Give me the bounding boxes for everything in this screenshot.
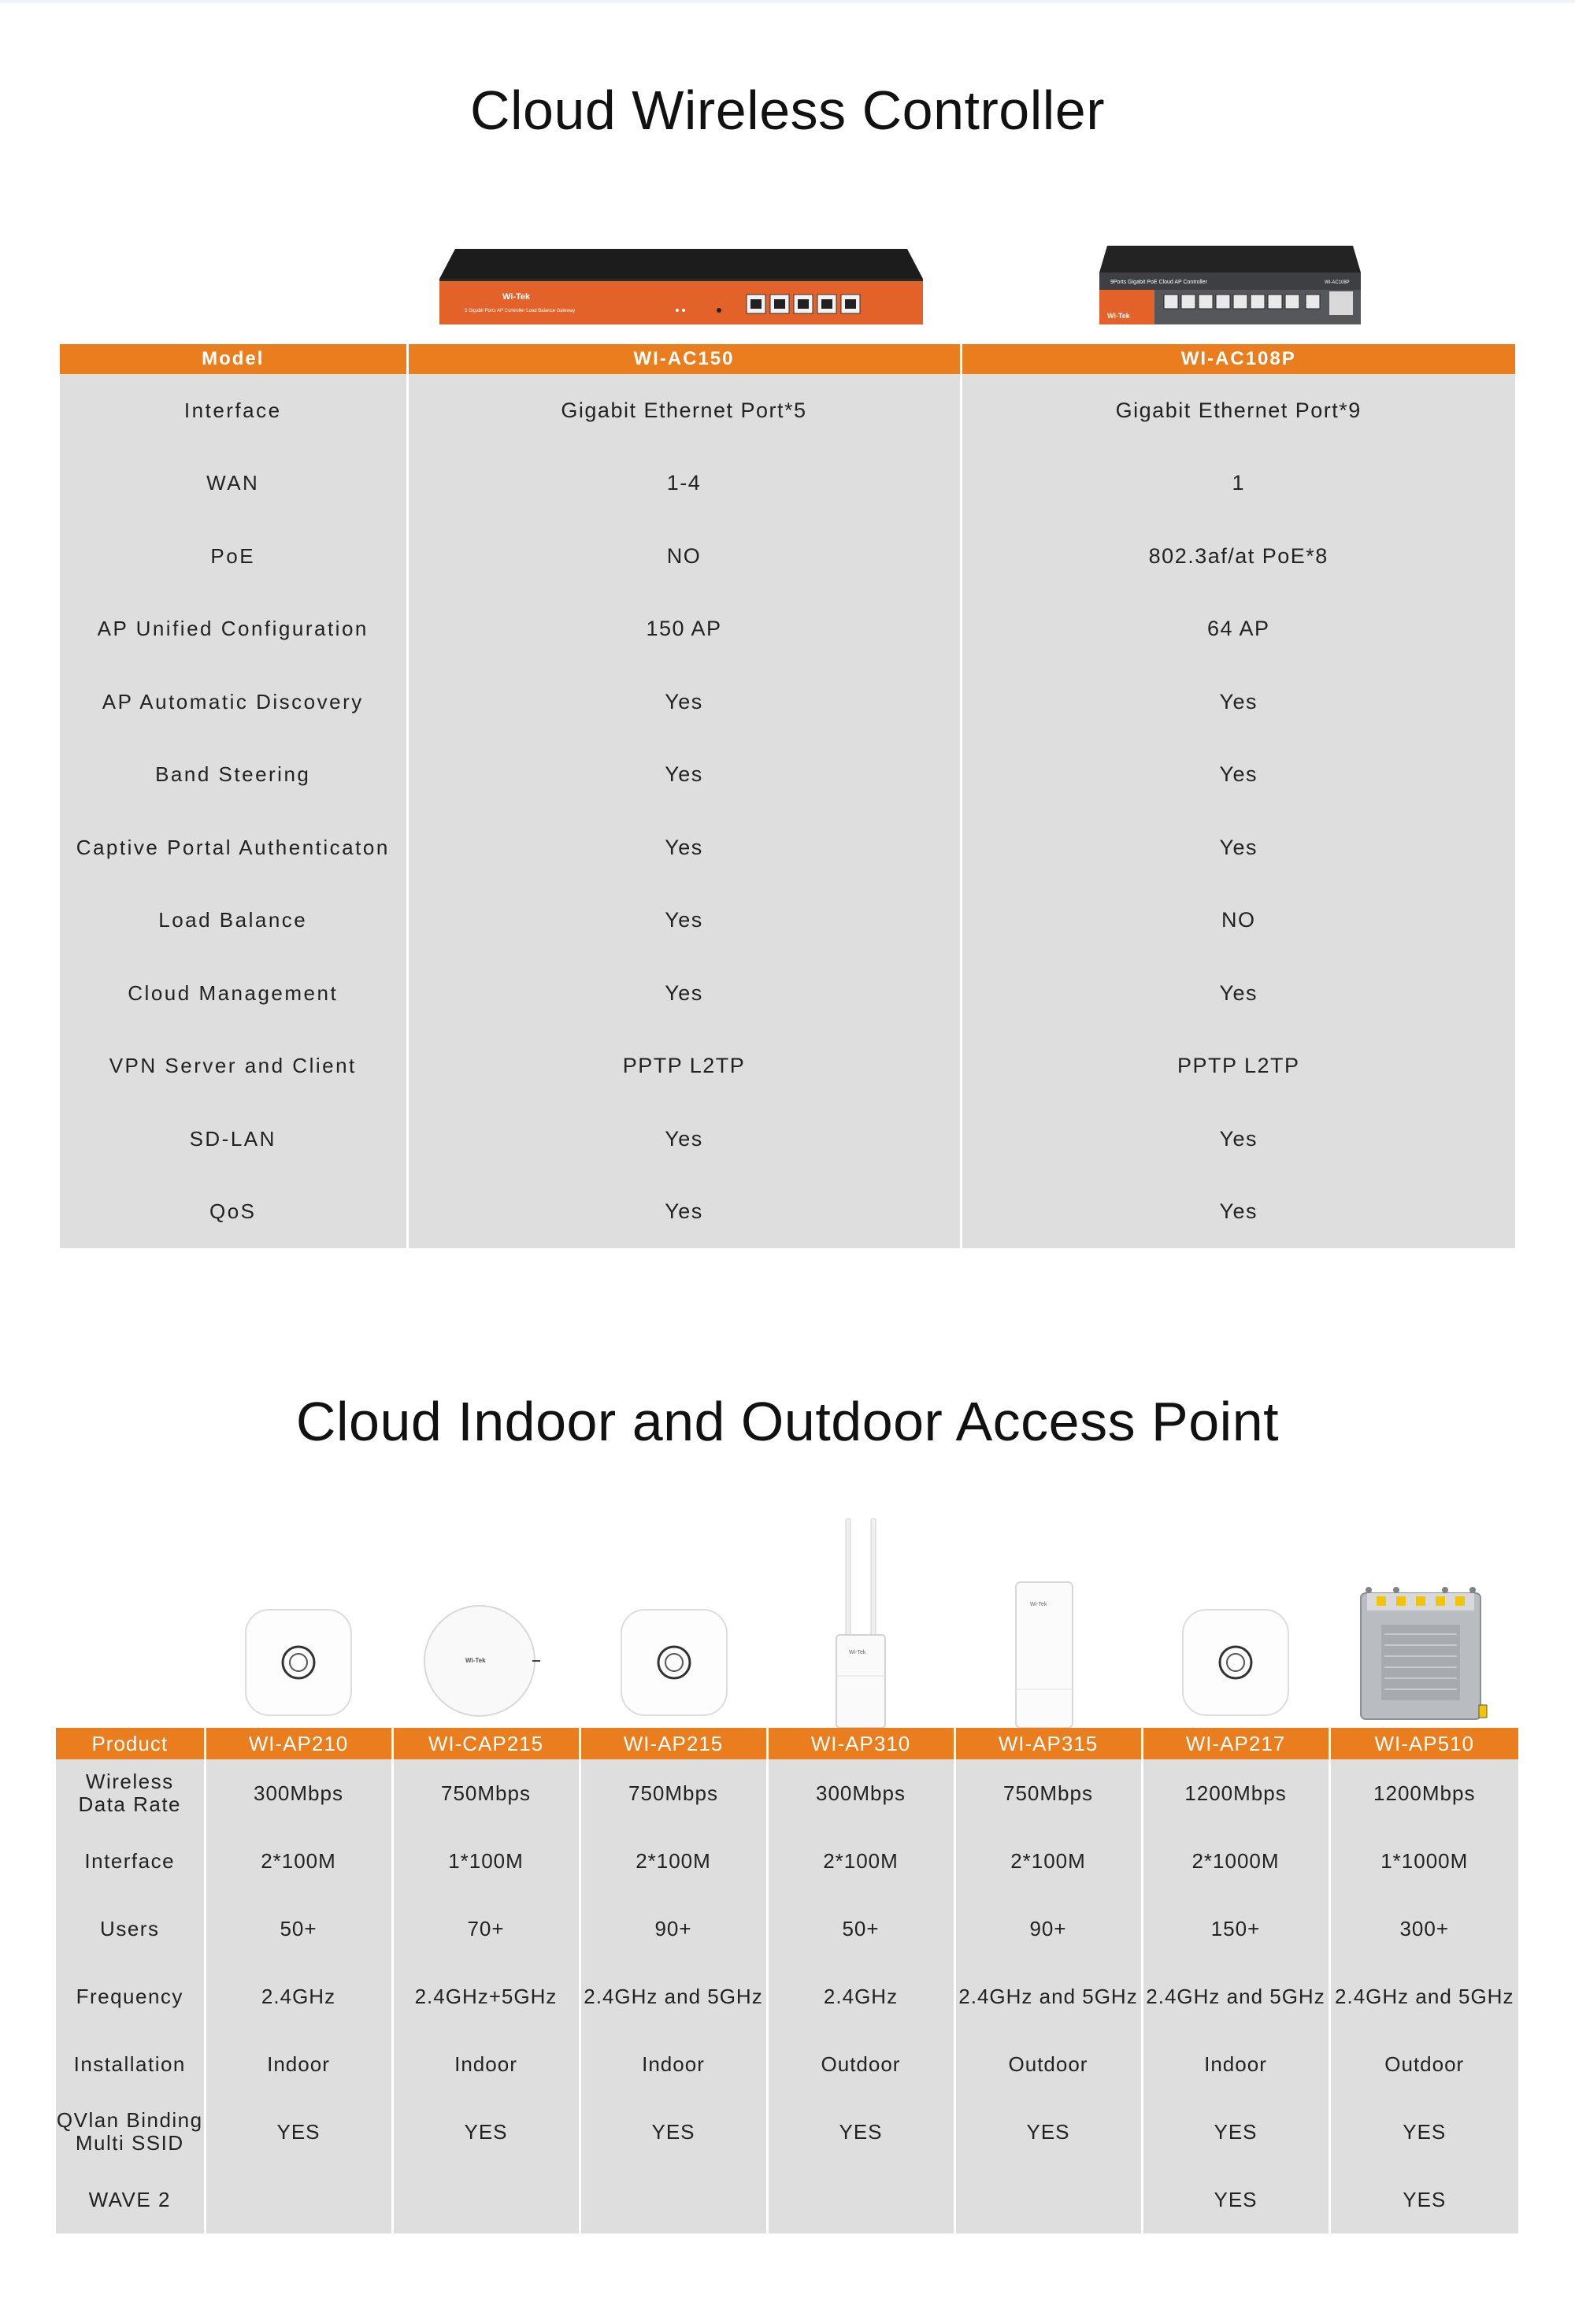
controller-header-row xyxy=(60,344,1515,374)
table-row xyxy=(60,1176,1515,1249)
table-row xyxy=(60,374,1515,447)
table-cell: YES xyxy=(1142,2166,1329,2233)
ac150-device-caption: 5 Gigabit Ports AP Controller Load Balance Gateway xyxy=(465,309,576,313)
table-cell: 802.3af/at PoE*8 xyxy=(961,520,1515,593)
table-cell: 1-4 xyxy=(407,447,961,521)
table-cell: 750Mbps xyxy=(954,1759,1142,1827)
row-label: AP Automatic Discovery xyxy=(60,665,407,739)
table-cell: 300Mbps xyxy=(205,1759,392,1827)
ap-spec-table xyxy=(56,1728,1518,2233)
table-cell: Indoor xyxy=(1142,2030,1329,2098)
row-label: VPN Server and Client xyxy=(60,1030,407,1103)
table-cell: YES xyxy=(580,2098,767,2166)
wi-ac150-device-image xyxy=(439,249,923,324)
row-label: PoE xyxy=(60,520,407,593)
table-cell: 1*1000M xyxy=(1329,1827,1518,1895)
table-row xyxy=(56,1827,1518,1895)
row-label: Band Steering xyxy=(60,739,407,812)
table-cell: NO xyxy=(407,520,961,593)
controller-spec-table xyxy=(60,344,1515,1248)
table-cell: Yes xyxy=(407,957,961,1030)
table-cell: 150 AP xyxy=(407,593,961,666)
table-cell: Yes xyxy=(961,957,1515,1030)
table-cell: Yes xyxy=(407,1103,961,1176)
controller-section-title: Cloud Wireless Controller xyxy=(469,80,1106,141)
ap310-brand-logo: Wi-Tek xyxy=(849,1650,866,1655)
wi-ap210-device-image xyxy=(243,1607,354,1718)
table-row xyxy=(60,665,1515,739)
table-cell xyxy=(954,2166,1142,2233)
table-row xyxy=(56,2166,1518,2233)
table-cell: 2.4GHz+5GHz xyxy=(392,1963,580,2030)
table-cell: YES xyxy=(1329,2098,1518,2166)
table-cell: 150+ xyxy=(1142,1895,1329,1963)
row-label: Load Balance xyxy=(60,884,407,958)
table-cell: 64 AP xyxy=(961,593,1515,666)
row-label: AP Unified Configuration xyxy=(60,593,407,666)
table-cell xyxy=(392,2166,580,2233)
table-row xyxy=(60,520,1515,593)
row-label: Wireless Data Rate xyxy=(56,1759,205,1827)
top-accent-line xyxy=(0,0,1575,3)
table-row xyxy=(56,1759,1518,1827)
table-cell: Outdoor xyxy=(1329,2030,1518,2098)
table-cell: 2.4GHz and 5GHz xyxy=(580,1963,767,2030)
ap-section-title: Cloud Indoor and Outdoor Access Point xyxy=(295,1391,1280,1452)
ap315-brand-logo: Wi-Tek xyxy=(1030,1602,1047,1607)
table-cell: Outdoor xyxy=(767,2030,954,2098)
table-cell: Yes xyxy=(961,665,1515,739)
header-wi-cap215: WI-CAP215 xyxy=(392,1728,580,1759)
table-row xyxy=(56,2030,1518,2098)
table-cell: 2*100M xyxy=(767,1827,954,1895)
table-row xyxy=(60,1103,1515,1176)
table-row xyxy=(60,884,1515,958)
table-cell: YES xyxy=(205,2098,392,2166)
table-cell: 2.4GHz xyxy=(205,1963,392,2030)
table-cell: Yes xyxy=(407,1176,961,1249)
table-cell: YES xyxy=(392,2098,580,2166)
table-cell: 90+ xyxy=(580,1895,767,1963)
ac150-brand-logo: Wi-Tek xyxy=(502,292,531,302)
table-cell: Indoor xyxy=(392,2030,580,2098)
table-row xyxy=(60,811,1515,884)
header-model: Model xyxy=(60,344,407,374)
table-cell: PPTP L2TP xyxy=(407,1030,961,1103)
ac108p-device-caption: 9Ports Gigabit PoE Cloud AP Controller xyxy=(1110,280,1207,285)
table-cell: YES xyxy=(1329,2166,1518,2233)
table-cell: Indoor xyxy=(580,2030,767,2098)
table-cell: 750Mbps xyxy=(392,1759,580,1827)
table-row xyxy=(60,447,1515,521)
table-row xyxy=(60,739,1515,812)
table-cell: YES xyxy=(954,2098,1142,2166)
header-wi-ap210: WI-AP210 xyxy=(205,1728,392,1759)
table-cell xyxy=(205,2166,392,2233)
header-wi-ap215: WI-AP215 xyxy=(580,1728,767,1759)
table-cell: PPTP L2TP xyxy=(961,1030,1515,1103)
table-cell: 1200Mbps xyxy=(1329,1759,1518,1827)
table-cell: 1200Mbps xyxy=(1142,1759,1329,1827)
table-cell: Gigabit Ethernet Port*5 xyxy=(407,374,961,447)
table-cell xyxy=(767,2166,954,2233)
row-label: Interface xyxy=(56,1827,205,1895)
wi-ac108p-device-image xyxy=(1099,246,1361,324)
table-cell: 2.4GHz and 5GHz xyxy=(954,1963,1142,2030)
table-cell: Yes xyxy=(407,884,961,958)
table-cell: 2.4GHz and 5GHz xyxy=(1329,1963,1518,2030)
table-cell: Yes xyxy=(407,665,961,739)
ap-header-row xyxy=(56,1728,1518,1759)
header-wi-ap310: WI-AP310 xyxy=(767,1728,954,1759)
table-cell: 750Mbps xyxy=(580,1759,767,1827)
table-cell: 2*1000M xyxy=(1142,1827,1329,1895)
row-label: Users xyxy=(56,1895,205,1963)
table-cell: Outdoor xyxy=(954,2030,1142,2098)
row-label: WAN xyxy=(60,447,407,521)
table-row xyxy=(56,2098,1518,2166)
wi-ap215-device-image xyxy=(618,1607,730,1718)
table-cell: 2*100M xyxy=(580,1827,767,1895)
header-wi-ap315: WI-AP315 xyxy=(954,1728,1142,1759)
row-label: Installation xyxy=(56,2030,205,2098)
header-wi-ap510: WI-AP510 xyxy=(1329,1728,1518,1759)
ac108p-brand-logo: Wi-Tek xyxy=(1107,312,1130,320)
table-cell: YES xyxy=(1142,2098,1329,2166)
row-label: Frequency xyxy=(56,1963,205,2030)
table-cell: 300Mbps xyxy=(767,1759,954,1827)
table-cell: Yes xyxy=(407,811,961,884)
header-product: Product xyxy=(56,1728,205,1759)
row-label: QVlan Binding Multi SSID xyxy=(56,2098,205,2166)
table-cell: Yes xyxy=(961,739,1515,812)
table-cell: 2*100M xyxy=(205,1827,392,1895)
table-row xyxy=(60,1030,1515,1103)
table-row xyxy=(60,593,1515,666)
row-label: Captive Portal Authenticaton xyxy=(60,811,407,884)
table-cell: 50+ xyxy=(205,1895,392,1963)
header-wi-ac108p: WI-AC108P xyxy=(961,344,1515,374)
table-cell: 1 xyxy=(961,447,1515,521)
wi-cap215-device-image xyxy=(422,1603,540,1718)
table-cell: YES xyxy=(767,2098,954,2166)
table-cell: Indoor xyxy=(205,2030,392,2098)
row-label: WAVE 2 xyxy=(56,2166,205,2233)
wi-ap310-device-image xyxy=(827,1518,895,1728)
table-row xyxy=(60,957,1515,1030)
ac108p-device-model: WI-AC108P xyxy=(1325,280,1350,285)
table-cell: 1*100M xyxy=(392,1827,580,1895)
table-cell: Yes xyxy=(407,739,961,812)
table-cell: 70+ xyxy=(392,1895,580,1963)
table-cell: 2*100M xyxy=(954,1827,1142,1895)
wi-ap315-device-image xyxy=(1013,1579,1076,1728)
table-cell: 300+ xyxy=(1329,1895,1518,1963)
table-cell: 2.4GHz xyxy=(767,1963,954,2030)
wi-ap510-device-image xyxy=(1353,1587,1488,1728)
table-cell: 50+ xyxy=(767,1895,954,1963)
row-label: SD-LAN xyxy=(60,1103,407,1176)
header-wi-ac150: WI-AC150 xyxy=(407,344,961,374)
cap215-brand-logo: Wi-Tek xyxy=(465,1657,486,1664)
table-row xyxy=(56,1895,1518,1963)
table-cell: NO xyxy=(961,884,1515,958)
table-cell: Yes xyxy=(961,1176,1515,1249)
row-label: QoS xyxy=(60,1176,407,1249)
row-label: Interface xyxy=(60,374,407,447)
row-label: Cloud Management xyxy=(60,957,407,1030)
table-cell xyxy=(580,2166,767,2233)
table-row xyxy=(56,1963,1518,2030)
table-cell: Yes xyxy=(961,1103,1515,1176)
table-cell: Gigabit Ethernet Port*9 xyxy=(961,374,1515,447)
header-wi-ap217: WI-AP217 xyxy=(1142,1728,1329,1759)
table-cell: 90+ xyxy=(954,1895,1142,1963)
table-cell: 2.4GHz and 5GHz xyxy=(1142,1963,1329,2030)
table-cell: Yes xyxy=(961,811,1515,884)
wi-ap217-device-image xyxy=(1180,1607,1292,1718)
